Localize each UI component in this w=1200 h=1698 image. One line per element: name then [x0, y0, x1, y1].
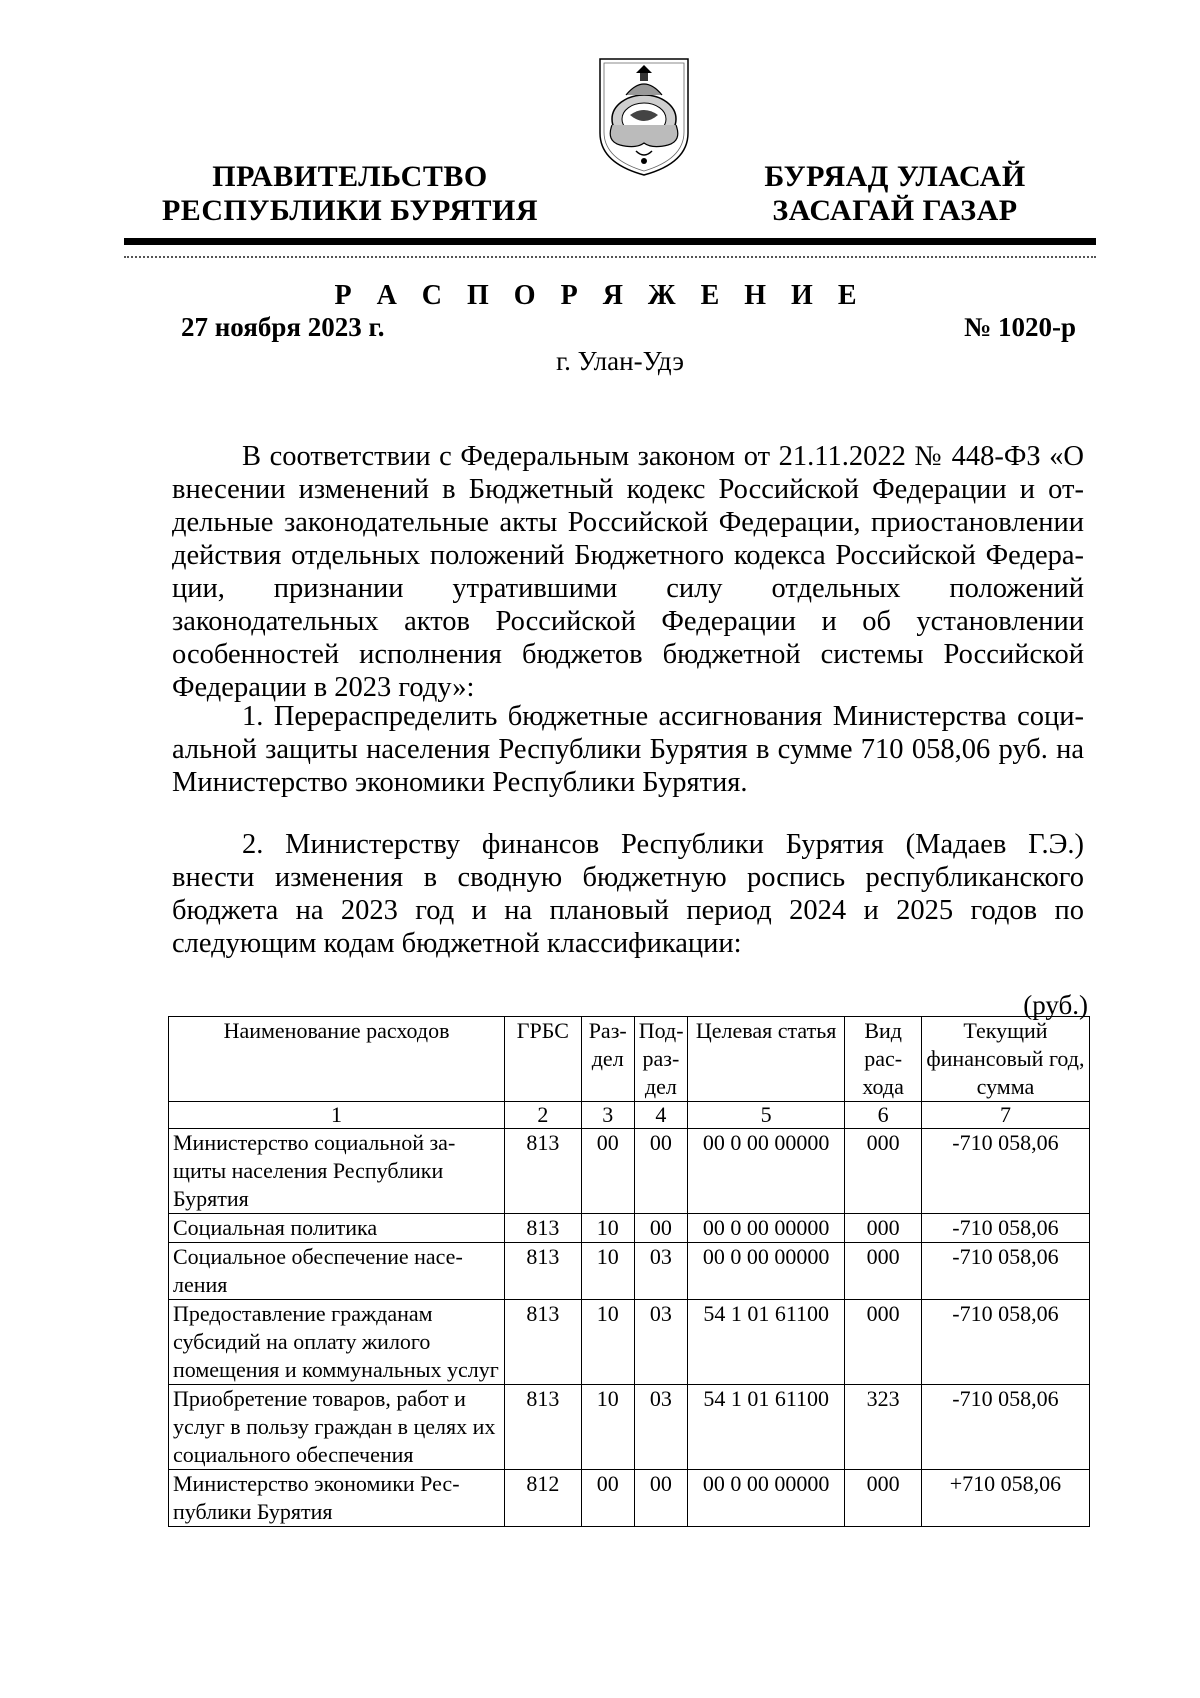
- document-city: г. Улан-Удэ: [556, 346, 684, 376]
- cell-vid: 000: [845, 1214, 922, 1243]
- cell-sum: -710 058,06: [921, 1214, 1089, 1243]
- header-vid: Вид расхода: [845, 1017, 922, 1102]
- cell-razdel: 10: [581, 1300, 634, 1385]
- document-number: № 1020-р: [964, 312, 1076, 342]
- cell-podrazdel: 03: [634, 1385, 687, 1470]
- table-row: [169, 1243, 1090, 1300]
- cell-name: Предоставление гражданам субсидий на оплату жилого помещения и коммунальных услуг: [169, 1300, 505, 1385]
- government-name-ru-line2: РЕСПУБЛИКИ БУРЯТИЯ: [161, 194, 539, 227]
- cell-vid: 323: [845, 1385, 922, 1470]
- document-type: Р А С П О Р Я Ж Е Н И Е: [334, 280, 866, 311]
- cell-podrazdel: 00: [634, 1129, 687, 1214]
- table-row: [169, 1385, 1090, 1470]
- currency-unit: (руб.): [1023, 990, 1088, 1020]
- government-name-ru-line1: ПРАВИТЕЛЬСТВО: [212, 160, 488, 193]
- column-number: 5: [687, 1102, 844, 1129]
- cell-target: 54 1 01 61100: [687, 1385, 844, 1470]
- header-divider: [124, 238, 1096, 245]
- header-sum: Текущий финансовый год, сумма: [921, 1017, 1089, 1102]
- cell-name: Социальная политика: [169, 1214, 505, 1243]
- cell-name: Приобретение товаров, работ и услуг в пользу граждан в целях их социального обеспечения: [169, 1385, 505, 1470]
- header-target: Целевая статья: [687, 1017, 844, 1102]
- cell-razdel: 10: [581, 1385, 634, 1470]
- coat-of-arms-icon: [596, 55, 692, 177]
- column-number-row: [169, 1102, 1090, 1129]
- cell-name: Социальное обеспечение населения: [169, 1243, 505, 1300]
- column-number: 4: [634, 1102, 687, 1129]
- column-number: 2: [505, 1102, 582, 1129]
- cell-vid: 000: [845, 1300, 922, 1385]
- cell-target: 54 1 01 61100: [687, 1300, 844, 1385]
- cell-sum: -710 058,06: [921, 1129, 1089, 1214]
- cell-razdel: 10: [581, 1214, 634, 1243]
- cell-podrazdel: 03: [634, 1300, 687, 1385]
- cell-grbs: 812: [505, 1470, 582, 1527]
- table-header-row: [169, 1017, 1090, 1102]
- column-number: 6: [845, 1102, 922, 1129]
- column-number: 7: [921, 1102, 1089, 1129]
- column-number: 1: [169, 1102, 505, 1129]
- cell-razdel: 10: [581, 1243, 634, 1300]
- item-2-paragraph: 2. Министерству финансов Республики Бурятия (Мадаев Г.Э.) внести изменения в сводную бюджетную роспись республиканского бюджета на 2023 год и на плановый период 2024 и 2025 годов по следующим кодам бюджетной классификации:: [172, 829, 1084, 959]
- cell-target: 00 0 00 00000: [687, 1470, 844, 1527]
- table-row: [169, 1470, 1090, 1527]
- table-row: [169, 1300, 1090, 1385]
- cell-sum: -710 058,06: [921, 1243, 1089, 1300]
- government-name-ru: [160, 160, 540, 228]
- item-1-paragraph: 1. Перераспределить бюджетные ассигнования Министерства социальной защиты населения Республики Бурятия в сумме 710 058,06 руб. на Министерство экономики Республики Бурятия.: [172, 701, 1084, 798]
- header-divider-dotted: [124, 256, 1096, 258]
- document-date: 27 ноября 2023 г.: [181, 312, 385, 342]
- cell-podrazdel: 00: [634, 1214, 687, 1243]
- table-row: [169, 1129, 1090, 1214]
- cell-grbs: 813: [505, 1243, 582, 1300]
- government-name-bua: [745, 160, 1045, 228]
- cell-vid: 000: [845, 1470, 922, 1527]
- cell-vid: 000: [845, 1129, 922, 1214]
- cell-name: Министерство экономики Республики Бурятия: [169, 1470, 505, 1527]
- header-razdel: Раздел: [581, 1017, 634, 1102]
- header-grbs: ГРБС: [505, 1017, 582, 1102]
- cell-name: Министерство социальной защиты населения Республики Бурятия: [169, 1129, 505, 1214]
- header-podrazdel: Подраздел: [634, 1017, 687, 1102]
- column-number: 3: [581, 1102, 634, 1129]
- cell-target: 00 0 00 00000: [687, 1243, 844, 1300]
- budget-table: [168, 1016, 1090, 1527]
- cell-target: 00 0 00 00000: [687, 1214, 844, 1243]
- cell-vid: 000: [845, 1243, 922, 1300]
- intro-paragraph: В соответствии с Федеральным законом от 21.11.2022 № 448-ФЗ «О внесении изменений в Бюджетный кодекс Российской Федерации и отдельные законодательные акты Российской Федерации, приостановлении действия отдельных положений Бюджетного кодекса Российской Федерации, признании утратившими силу отдельных положений законодательных актов Российской Федерации и об установлении особенностей исполнения бюджетов бюджетной системы Российской Федерации в 2023 году»:: [172, 441, 1084, 703]
- cell-sum: -710 058,06: [921, 1300, 1089, 1385]
- cell-grbs: 813: [505, 1300, 582, 1385]
- cell-grbs: 813: [505, 1129, 582, 1214]
- cell-target: 00 0 00 00000: [687, 1129, 844, 1214]
- government-name-bua-line2: ЗАСАГАЙ ГАЗАР: [772, 194, 1018, 227]
- cell-grbs: 813: [505, 1385, 582, 1470]
- header-name: Наименование расходов: [169, 1017, 505, 1102]
- cell-podrazdel: 00: [634, 1470, 687, 1527]
- cell-sum: -710 058,06: [921, 1385, 1089, 1470]
- cell-sum: +710 058,06: [921, 1470, 1089, 1527]
- table-row: [169, 1214, 1090, 1243]
- cell-razdel: 00: [581, 1470, 634, 1527]
- cell-razdel: 00: [581, 1129, 634, 1214]
- government-name-bua-line1: БУРЯАД УЛАСАЙ: [764, 160, 1026, 193]
- cell-podrazdel: 03: [634, 1243, 687, 1300]
- cell-grbs: 813: [505, 1214, 582, 1243]
